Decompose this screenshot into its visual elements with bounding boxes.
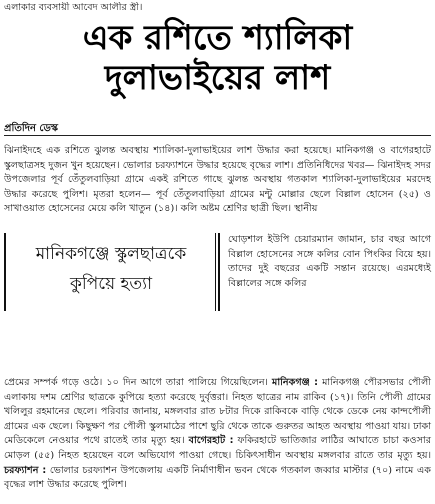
dateline-manikganj: মানিকগঞ্জ :: [272, 377, 319, 388]
article-column-beside-quote: ঘোড়শাল ইউপি চেয়ারম্যান জামান, চার বছর আগে বিল্লাল হোসেনের সঙ্গে কলির বোন পিংকির বিয়ে হয়। তাদের দুই বছরের একটি সন্তান রয়েছে। এরমধ্যেই বিল্লালের সঙ্গে কলির: [228, 234, 431, 289]
paragraph-2-text-a: প্রেমের সম্পর্ক গড়ে ওঠে। ১০ দিন আগে তারা পালিয়ে গিয়েছিলেন।: [4, 377, 273, 388]
dateline-charfashion: চরফ্যাশন :: [4, 464, 47, 476]
pull-quote-right-rule: [218, 233, 220, 311]
previous-article-tail: এলাকার ব্যবসায়ী আবেদ আলীর স্ত্রী।: [4, 2, 143, 13]
headline: [0, 18, 435, 98]
pull-quote-box: [4, 233, 222, 311]
byline-divider: [4, 135, 431, 136]
pull-quote-right-rule-thin: [215, 233, 216, 311]
article-paragraph-1: ঝিনাইদহে এক রশিতে ঝুলন্ত অবস্থায় শ্যালিকা-দুলাভাইয়ের লাশ উদ্ধার করা হয়েছে। মানিকগঞ্জ ও বাগেরহাটে স্কুলছাত্রসহ দুজন খুন হয়েছেন। ভোলার চরফ্যাশনে উদ্ধার হয়েছে বৃদ্ধের লাশ। প্রতিনিধিদের খবর— ঝিনাইদহ সদর উপজেলার পূর্ব তেঁতুলবাড়িয়া গ্রামে একই রশিতে গাছে ঝুলন্ত অবস্থায় গতকাল শ্যালিকা-দুলাভাইয়ের মরদেহ উদ্ধার করেছে পুলিশ। মৃতরা হলেন— পূর্ব তেঁতুলবাড়িয়া গ্রামের মন্টু মোল্লার ছেলে বিল্লাল হোসেন (২৫) ও সাখাওয়াত হোসেনের মেয়ে কলি খাতুন (১৪)। কলি অষ্টম শ্রেণির ছাত্রী ছিল। স্থানীয়: [4, 145, 431, 215]
paragraph-2-text-b: মানিকগঞ্জ পৌরসভার পৌলী এলাকায় দশম শ্রেণির ছাত্রকে কুপিয়ে হত্যা করেছে দুর্বৃত্তরা। নিহত ছাত্রের নাম রাকিব (১৭)। তিনি পৌলী গ্রামের খলিলুর রহমানের ছেলে। পরিবার জানায়, মঙ্গলবার রাত ৮টার দিকে রাকিবকে বাড়ি থেকে ডেকে নেয় কান্দপৌলী গ্রামের এক ছেলে। কিছুক্ষণ পর পৌলী স্কুলমাঠের পাশে ছুরি থেকে তাকে গুরুতর আহত অবস্থায় পাওয়া যায়। ঢাকা মেডিকেলে নেওয়ার পথে রাতেই তার মৃত্যু হয়।: [4, 377, 431, 447]
paragraph-2-text-c: ফকিরহাটে ভাতিজার লাঠির আঘাতে চাচা কওসার মোড়ল (৫৫) নিহত হয়েছেন বলে অভিযোগ পাওয়া গেছে। চিকিৎসাধীন অবস্থায় মঙ্গলবার রাতে তার মৃত্যু হয়।: [4, 435, 431, 461]
byline: প্রতিদিন ডেস্ক: [4, 123, 59, 134]
pull-quote-left-rule: [4, 233, 6, 311]
pull-quote-text: মানিকগঞ্জে স্কুলছাত্রকে কুপিয়ে হত্যা: [35, 244, 187, 294]
headline-line-1: এক রশিতে শ্যালিকা: [82, 18, 353, 58]
article-paragraph-2: [4, 376, 431, 493]
dateline-bagerhat: বাগেরহাট :: [188, 435, 234, 447]
paragraph-2-text-d: ভোলার চরফ্যাশন উপজেলায় একটি নির্মাণাধীন ভবন থেকে গতকাল জব্বার মাস্টার (৭০) নামে এক বৃদ্ধের লাশ উদ্ধার করেছে পুলিশ।: [4, 464, 431, 491]
headline-line-2: দুলাভাইয়ের লাশ: [104, 58, 331, 98]
